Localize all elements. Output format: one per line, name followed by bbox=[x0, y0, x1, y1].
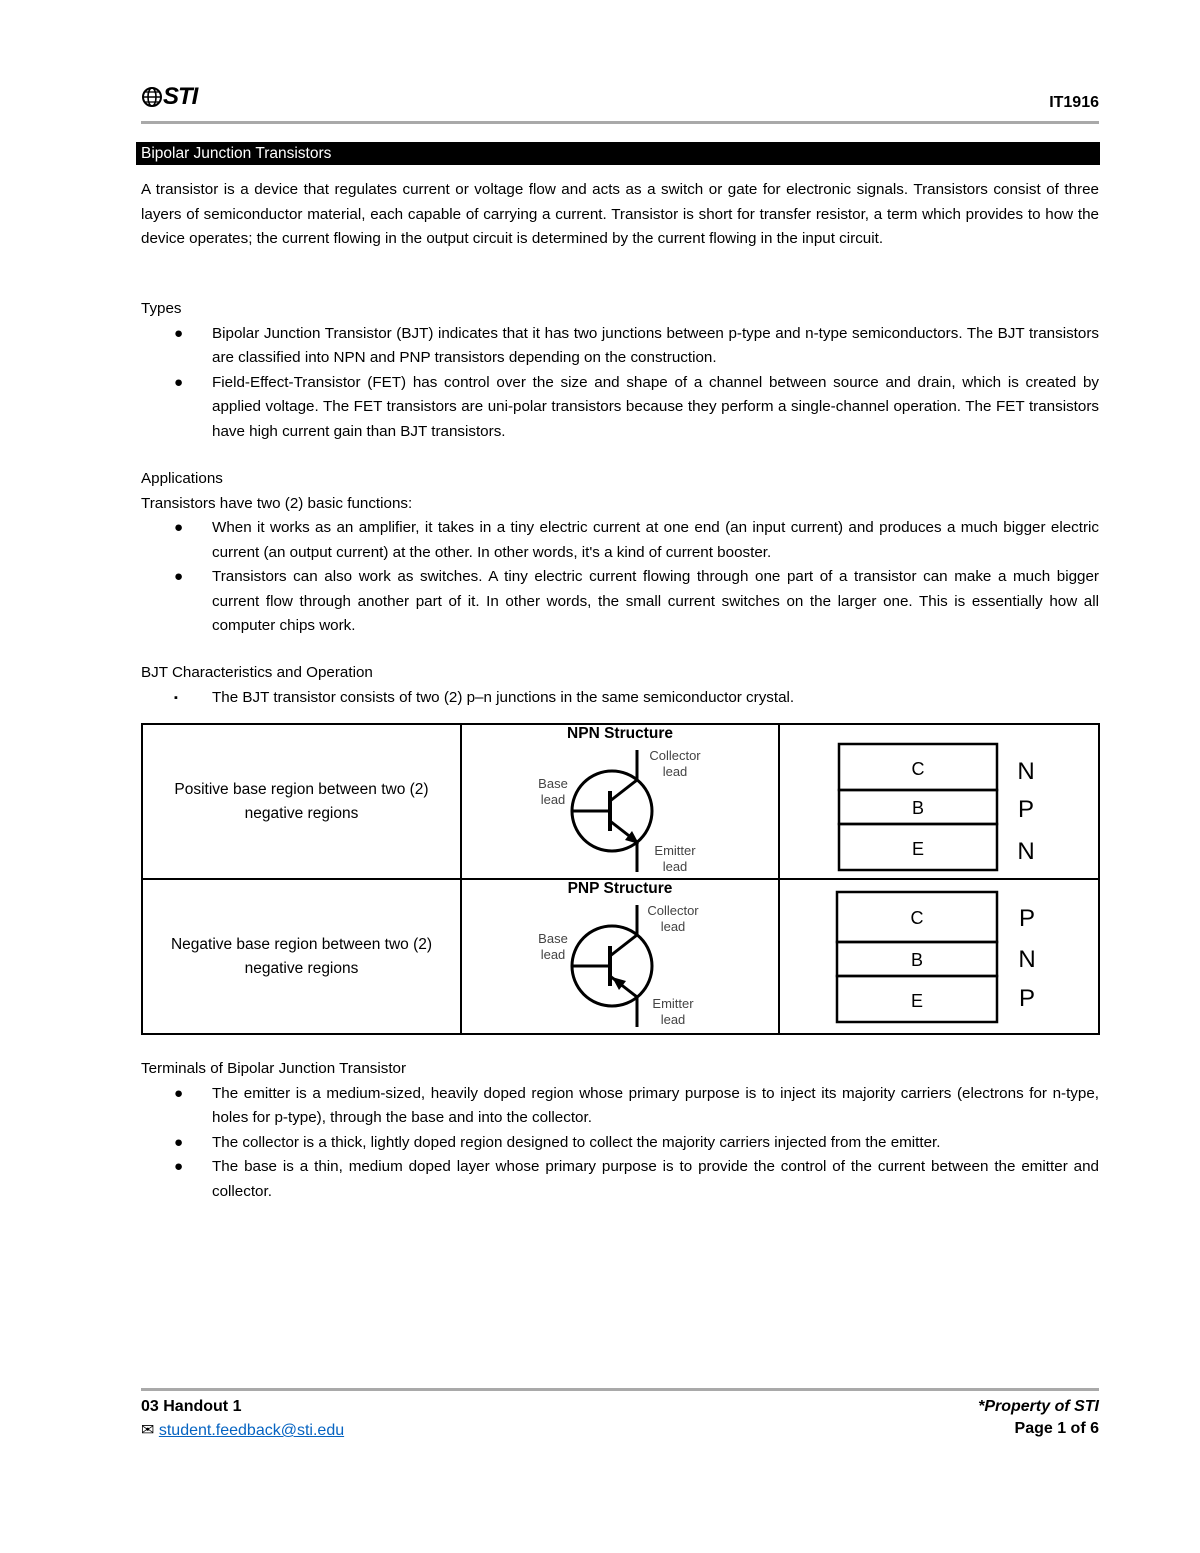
feedback-email-link[interactable]: student.feedback@sti.edu bbox=[158, 1422, 345, 1439]
bullet-icon: ● bbox=[174, 519, 184, 536]
npn-layer-diagram bbox=[781, 727, 1097, 877]
emitter-label: Emitter bbox=[654, 843, 696, 858]
sti-logo bbox=[141, 82, 197, 112]
emitter-label-2: lead bbox=[662, 859, 688, 873]
base-label-2: lead bbox=[540, 792, 566, 807]
pnp-symbol-cell bbox=[461, 879, 779, 1034]
list-item-text: Field-Effect-Transistor (FET) has control over the size and shape of a channel between source and drain, which is created by applied voltage. The FET transistors are uni-polar transistors because they perform a single-channel operation. The FET transistors have high current gain than BJT transistors. bbox=[212, 373, 1099, 440]
type-label-2: N bbox=[1018, 945, 1036, 973]
npn-symbol-diagram bbox=[462, 743, 776, 873]
list-item-text: The emitter is a medium-sized, heavily doped region whose primary purpose is to inject its majority carriers (electrons for n-type, holes for p-type), through the base and into the collector. bbox=[212, 1084, 1099, 1126]
collector-line bbox=[610, 935, 637, 956]
layer-label-c: C bbox=[910, 907, 924, 928]
pnp-layer-cell bbox=[779, 879, 1099, 1034]
pnp-structure-title: PNP Structure bbox=[567, 880, 673, 897]
logo-text: STI bbox=[163, 83, 198, 110]
layer-label-c: C bbox=[911, 758, 925, 779]
layer-label-e: E bbox=[910, 990, 924, 1011]
pnp-description bbox=[142, 879, 461, 1034]
collector-label-2: lead bbox=[662, 764, 688, 779]
list-item-text: When it works as an amplifier, it takes in a tiny electric current at one end (an input current) and produces a much bigger electric current (an output current) at the other. In other words, it's a kind of current booster. bbox=[212, 519, 1099, 561]
footer-divider bbox=[141, 1388, 1099, 1391]
list-item-text: The base is a thin, medium doped layer whose primary purpose is to provide the control of the current between the emitter and collector. bbox=[212, 1158, 1099, 1200]
applications-title: Applications bbox=[141, 470, 223, 487]
layer-label-b: B bbox=[910, 949, 924, 970]
npn-layer-cell bbox=[779, 724, 1099, 879]
collector-label: Collector bbox=[647, 903, 699, 918]
bullet-icon: ● bbox=[174, 1158, 184, 1175]
course-code: IT1916 bbox=[1049, 94, 1099, 111]
npn-structure-title: NPN Structure bbox=[567, 725, 673, 742]
terminals-title: Terminals of Bipolar Junction Transistor bbox=[141, 1060, 407, 1077]
bjt-structure-table bbox=[141, 723, 1100, 1035]
base-label-2: lead bbox=[540, 947, 566, 962]
bullet-icon: ● bbox=[174, 373, 184, 391]
globe-icon bbox=[141, 86, 163, 108]
applications-section bbox=[141, 467, 1099, 639]
npn-symbol-cell bbox=[461, 724, 779, 879]
base-label: Base bbox=[538, 776, 568, 791]
type-label-2: P bbox=[1017, 795, 1035, 823]
bjt-characteristics-section bbox=[141, 661, 1099, 710]
page-header bbox=[141, 82, 1099, 122]
list-item-text: Bipolar Junction Transistor (BJT) indicates that it has two junctions between p-type and n-type semiconductors. The BJT transistors are classified into NPN and PNP transistors depending on the construction. bbox=[212, 324, 1099, 366]
list-item-text: The collector is a thick, lightly doped region designed to collect the majority carriers injected from the emitter. bbox=[212, 1133, 941, 1151]
emitter-label: Emitter bbox=[652, 996, 694, 1011]
pnp-description-text: Negative base region between two (2) negative regions bbox=[170, 935, 433, 977]
property-label: *Property of STI bbox=[978, 1398, 1099, 1415]
bullet-icon: ▪ bbox=[174, 691, 178, 704]
table-row bbox=[142, 879, 1099, 1034]
section-title-bar: Bipolar Junction Transistors bbox=[136, 142, 1100, 165]
list-item bbox=[141, 1131, 1099, 1156]
header-divider bbox=[141, 121, 1099, 124]
page-number: Page 1 of 6 bbox=[1014, 1420, 1099, 1437]
envelope-icon: ✉ bbox=[141, 1422, 155, 1439]
pnp-layer-diagram bbox=[781, 882, 1097, 1032]
npn-description bbox=[142, 724, 461, 879]
list-item bbox=[141, 1155, 1099, 1204]
types-title: Types bbox=[141, 300, 182, 317]
types-section bbox=[141, 297, 1099, 444]
list-item bbox=[141, 1082, 1099, 1131]
list-item-text: The BJT transistor consists of two (2) p–n junctions in the same semiconductor crystal. bbox=[212, 688, 795, 706]
list-item bbox=[141, 516, 1099, 565]
applications-subtitle: Transistors have two (2) basic functions: bbox=[141, 494, 413, 512]
handout-label: 03 Handout 1 bbox=[141, 1398, 242, 1415]
layer-label-e: E bbox=[911, 838, 925, 859]
list-item bbox=[141, 371, 1099, 445]
bjt-characteristics-list bbox=[141, 686, 1099, 711]
bullet-icon: ● bbox=[174, 568, 184, 585]
bjt-characteristics-title: BJT Characteristics and Operation bbox=[141, 664, 373, 681]
intro-paragraph: A transistor is a device that regulates current or voltage flow and acts as a switch or gate for electronic signals. Transistors consist of three layers of semiconductor material, each capable of carrying a current. Transistor is short for transfer resistor, a term which provides to how the device operates; the current flowing in the output circuit is determined by the current flowing in the input circuit. bbox=[141, 181, 1099, 247]
bullet-icon: ● bbox=[174, 324, 184, 342]
emitter-label-2: lead bbox=[660, 1012, 686, 1027]
npn-description-text: Positive base region between two (2) negative regions bbox=[174, 780, 429, 822]
terminals-list bbox=[141, 1082, 1099, 1205]
feedback-line bbox=[141, 1420, 344, 1440]
applications-list bbox=[141, 516, 1099, 639]
layer-label-b: B bbox=[911, 797, 925, 818]
list-item bbox=[141, 565, 1099, 639]
collector-line bbox=[610, 780, 637, 801]
type-label-3: P bbox=[1018, 984, 1036, 1012]
types-list bbox=[141, 322, 1099, 445]
type-label-1: P bbox=[1018, 904, 1036, 932]
list-item-text: Transistors can also work as switches. A tiny electric current flowing through one part of a transistor can make a much bigger current flow through another part of it. In other words, the small current switches on the larger one. This is essentially how all computer chips work. bbox=[212, 568, 1099, 634]
terminals-section bbox=[141, 1057, 1099, 1204]
intro-section bbox=[141, 178, 1099, 252]
list-item bbox=[141, 686, 1099, 711]
table-row bbox=[142, 724, 1099, 879]
list-item bbox=[141, 322, 1099, 371]
type-label-3: N bbox=[1017, 837, 1035, 865]
base-label: Base bbox=[538, 931, 568, 946]
type-label-1: N bbox=[1017, 757, 1035, 785]
bullet-icon: ● bbox=[174, 1084, 184, 1102]
bullet-icon: ● bbox=[174, 1133, 184, 1151]
collector-label: Collector bbox=[649, 748, 701, 763]
collector-label-2: lead bbox=[660, 919, 686, 934]
pnp-symbol-diagram bbox=[462, 898, 776, 1028]
